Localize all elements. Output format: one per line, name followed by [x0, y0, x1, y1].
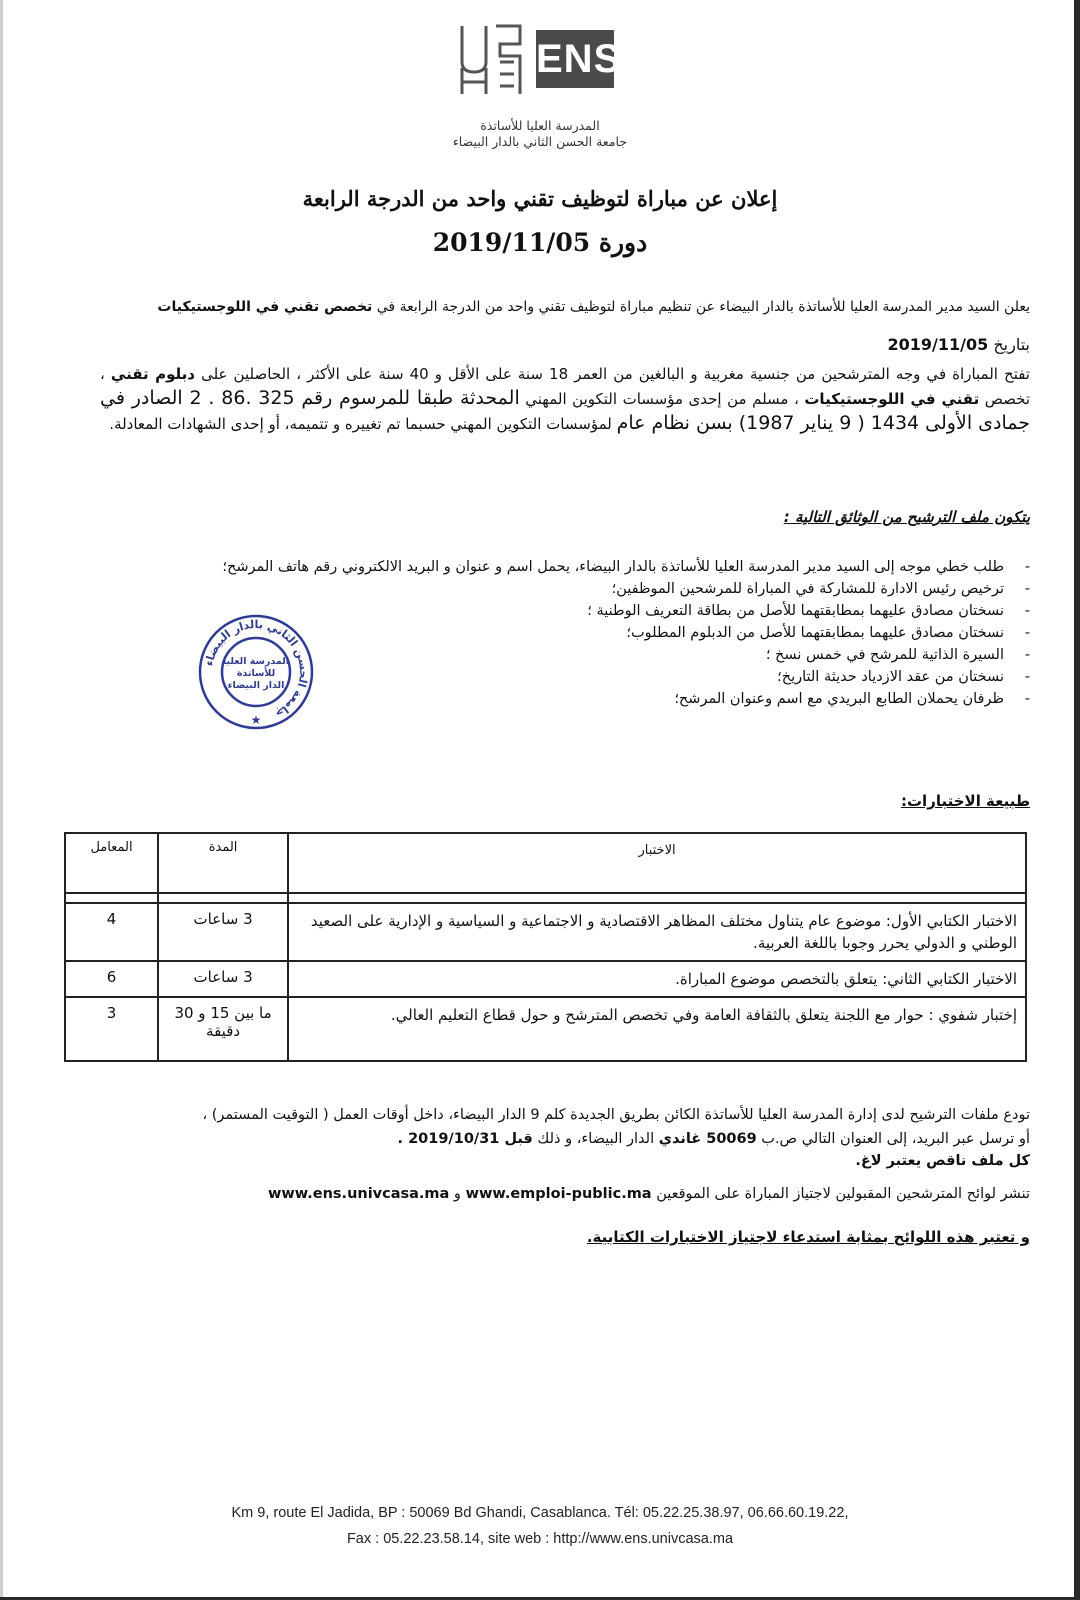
conditions-text-2: ، تخصص	[100, 365, 1031, 408]
convocation-notice: و تعتبر هذه اللوائح بمثابة استدعاء لاجتياز الاختبارات الكتابية.	[586, 1228, 1030, 1246]
duration-cell: 3 ساعات	[158, 961, 288, 997]
conditions-text-3: ، مسلم من إحدى مؤسسات التكوين المهني	[519, 390, 805, 408]
intro-date-line	[100, 334, 1030, 356]
list-item: - طلب خطي موجه إلى السيد مدير المدرسة العليا للأساتذة بالدار البيضاء، يحمل اسم و عنوان و البريد الالكتروني رقم هاتف المرشح؛	[222, 559, 1030, 575]
university-name: جامعة الحسن الثاني بالدار البيضاء	[452, 134, 628, 149]
table-spacer	[65, 893, 1026, 903]
footer-contact: Fax : 05.22.23.58.14, site web : http://www.ens.univcasa.ma	[346, 1531, 734, 1547]
test-cell: إختبار شفوي : حوار مع اللجنة يتعلق بالثقافة العامة وفي تخصص المترشح و حول قطاع التعليم العالي.	[288, 997, 1026, 1061]
table-row	[65, 997, 1026, 1061]
list-item: - ظرفان يحملان الطابع البريدي مع اسم وعنوان المرشح؛	[674, 691, 1030, 707]
list-item: - نسختان من عقد الازدياد حديثة التاريخ؛	[777, 669, 1030, 685]
intro-date-label: بتاريخ	[988, 335, 1030, 354]
conditions-text-4: لمؤسسات التكوين المهني حسبما تم تغييره و تتميمه، أو إحدى الشهادات المعادلة.	[109, 415, 617, 433]
intro-specialty: تخصص تقني في اللوجستيكيات	[157, 299, 373, 315]
col-header-coefficient: المعامل	[65, 833, 158, 893]
list-item: - السيرة الذاتية للمرشح في خمس نسخ ؛	[765, 647, 1030, 663]
list-item: - ترخيص رئيس الادارة للمشاركة في المباراة للمرشحين الموظفين؛	[611, 581, 1030, 597]
tests-heading: طبيعة الاختبارات:	[900, 792, 1030, 810]
stamp-ring-text: جامعة الحسن الثاني بالدار البيضاء	[202, 617, 311, 721]
deadline: قبل 2019/10/31 .	[397, 1131, 533, 1147]
list-item: - نسختان مصادق عليهما بمطابقتهما للأصل من بطاقة التعريف الوطنية ؛	[587, 603, 1030, 619]
conditions-diploma: دبلوم تقني	[110, 365, 196, 383]
intro-line	[60, 296, 1030, 318]
school-name: المدرسة العليا للأساتذة	[480, 118, 600, 133]
site-emploi-public-link[interactable]: www.emploi-public.ma	[465, 1186, 652, 1202]
duration-cell: ما بين 15 و 30 دقيقة	[158, 997, 288, 1061]
intro-date: 2019/11/05	[887, 335, 989, 354]
ens-logo	[450, 22, 630, 149]
coefficient-cell: 3	[65, 997, 158, 1061]
test-cell: الاختبار الكتابي الأول: موضوع عام يتناول مختلف المظاهر الاقتصادية و الاجتماعية و السياسية و الإدارية على الصعيد الوطني و الدولي يحرر وجوبا باللغة العربية.	[288, 903, 1026, 961]
col-header-duration: المدة	[158, 833, 288, 893]
mail-city: الدار البيضاء، و ذلك	[532, 1131, 659, 1147]
publication-info: تنشر لوائح المترشحين المقبولين لاجتياز المباراة على الموقعين www.emploi-public.ma و www.ens.univcasa.ma	[268, 1186, 1030, 1202]
footer-address: Km 9, route El Jadida, BP : 50069 Bd Ghandi, Casablanca. Tél: 05.22.25.38.97, 06.66.60.19.22,	[231, 1505, 849, 1521]
table-row	[65, 961, 1026, 997]
table-row	[65, 903, 1026, 961]
coefficient-cell: 6	[65, 961, 158, 997]
stamp-center-line3: الدار البيضاء	[227, 680, 285, 691]
site-ens-link[interactable]: www.ens.univcasa.ma	[268, 1186, 450, 1202]
session-title: دورة 2019/11/05	[432, 228, 648, 257]
incomplete-file-warning: كل ملف ناقص يعتبر لاغ.	[855, 1153, 1030, 1169]
documents-heading: يتكون ملف الترشيح من الوثائق التالية :	[783, 508, 1030, 526]
ens-logo-text: ENS	[536, 30, 614, 88]
stamp-center-line2: للأساتذة	[236, 668, 276, 679]
announcement-title: إعلان عن مباراة لتوظيف تقني واحد من الدرجة الرابعة	[302, 186, 778, 211]
intro-text: يعلن السيد مدير المدرسة العليا للأساتذة بالدار البيضاء عن تنظيم مباراة لتوظيف تقني واحد من الدرجة الرابعة في	[372, 299, 1030, 315]
po-box: 50069 غاندي	[658, 1131, 757, 1147]
conditions-specialty: تقني في اللوجستيكيات	[804, 390, 980, 408]
mail-text: أو ترسل عبر البريد، إلى العنوان التالي ص.ب	[756, 1131, 1030, 1147]
conditions-paragraph	[100, 362, 1030, 436]
conditions-text-1: تفتح المباراة في وجه المترشحين من جنسية مغربية و البالغين من العمر 18 سنة على الأقل و 40 سنة على الأكثر ، الحاصلين على	[195, 365, 1030, 383]
mail-info	[60, 1128, 1030, 1151]
conditions-decree: المحدثة طبقا للمرسوم رقم 325 .86 . 2 الصادر في جمادى الأولى 1434 ( 9 يناير 1987) بسن نظام عام	[100, 387, 1030, 434]
list-item: - نسختان مصادق عليهما بمطابقتهما للأصل من الدبلوم المطلوب؛	[626, 625, 1030, 641]
coefficient-cell: 4	[65, 903, 158, 961]
submission-info: تودع ملفات الترشيح لدى إدارة المدرسة العليا للأساتذة الكائن بطريق الجديدة كلم 9 الدار البيضاء، داخل أوقات العمل ( التوقيت المستمر) ،	[202, 1107, 1030, 1123]
table-header-row	[65, 833, 1026, 893]
duration-cell: 3 ساعات	[158, 903, 288, 961]
tests-table	[64, 832, 1027, 1062]
test-cell: الاختبار الكتابي الثاني: يتعلق بالتخصص موضوع المباراة.	[288, 961, 1026, 997]
publication-text: تنشر لوائح المترشحين المقبولين لاجتياز المباراة على الموقعين	[651, 1186, 1030, 1202]
col-header-test: الاختبار	[288, 833, 1026, 893]
stamp-center-line1: المدرسة العليا	[222, 656, 290, 667]
stamp-star-icon: ★	[250, 713, 262, 727]
official-stamp	[196, 612, 316, 732]
university-logo-icon	[456, 22, 526, 98]
